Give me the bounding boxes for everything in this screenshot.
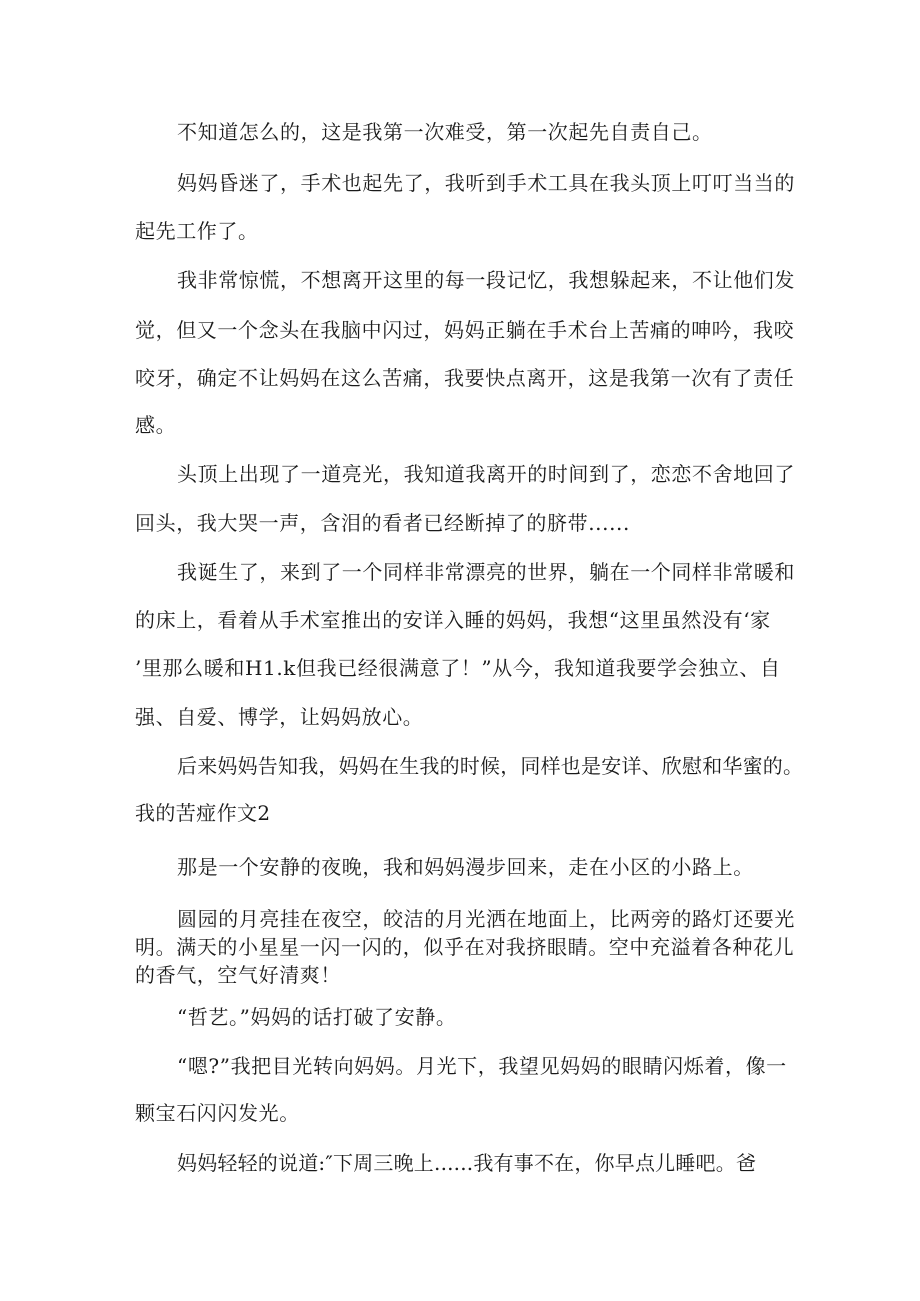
text-line: 不知道怎么的，这是我第一次难受，第一次起先自责自己。	[177, 120, 713, 144]
text-line: 回头，我大哭一声，含泪的看者已经断掉了的脐带......	[135, 511, 630, 535]
text-line: 咬牙，确定不让妈妈在这么苦痛，我要快点离开，这是我第一次有了责任	[135, 366, 795, 390]
text-line: 明。满天的小星星一闪一闪的，似乎在对我挤眼睛。空中充溢着各种花儿	[135, 935, 795, 959]
text-line: “嗯?”我把目光转向妈妈。月光下，我望见妈妈的眼睛闪烁着，像一	[177, 1054, 787, 1078]
text-line: 妈妈昏迷了，手术也起先了，我听到手术工具在我头顶上叮叮当当的	[177, 171, 795, 195]
text-line: 起先工作了。	[135, 219, 259, 243]
heading-line: 我的苦痖作文2	[135, 801, 271, 825]
text-line: 感。	[135, 413, 177, 437]
text-line: “哲艺。”妈妈的话打破了安静。	[177, 1005, 457, 1029]
text-line: ’里那么暖和H1.k但我已经很满意了！”从今，我知道我要学会独立、自	[135, 656, 781, 680]
text-line: 强、自爱、博学，让妈妈放心。	[135, 705, 424, 729]
text-line: 颗宝石闪闪发光。	[135, 1101, 300, 1125]
text-line: 我非常惊慌，不想离开这里的每一段记忆，我想躲起来，不让他们发	[177, 268, 795, 292]
text-line: 的床上，看着从手术室推出的安详入睡的妈妈，我想“这里虽然没有‘家	[135, 608, 771, 632]
text-line: 妈妈轻轻的说道:″下周三晚上......我有事不在，你早点儿睡吧。爸	[177, 1151, 757, 1175]
text-line: 后来妈妈告知我，妈妈在生我的时候，同样也是安详、欣慰和华蜜的。	[177, 754, 804, 778]
text-line: 觉，但又一个念头在我脑中闪过，妈妈正躺在手术台上苦痛的呻吟，我咬	[135, 318, 795, 342]
text-line: 圆园的月亮挂在夜空，皎洁的月光洒在地面上，比两旁的路灯还要光	[177, 907, 795, 931]
text-line: 的香气，空气好清爽！	[135, 963, 341, 987]
text-line: 那是一个安静的夜晚，我和妈妈漫步回来，走在小区的小路上。	[177, 855, 754, 879]
text-line: 头顶上出现了一道亮光，我知道我离开的时间到了，恋恋不舍地回了	[177, 462, 795, 486]
text-line: 我诞生了，来到了一个同样非常漂亮的世界，躺在一个同样非常暖和	[177, 560, 795, 584]
